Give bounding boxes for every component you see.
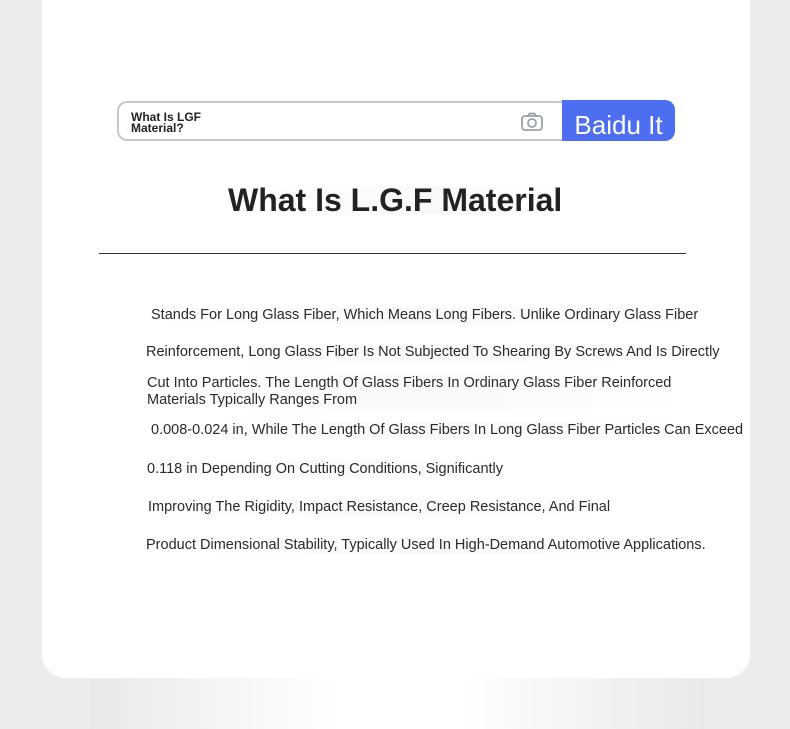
page-title: What Is L.G.F Material [228,186,568,215]
search-input[interactable] [117,101,565,141]
title-divider [99,253,686,254]
paragraph-line: Reinforcement, Long Glass Fiber Is Not Subjected To Shearing By Screws And Is Directly [146,344,720,360]
paragraph-line: 0.118 in Depending On Cutting Conditions, Significantly [147,461,504,477]
paragraph-line: 0.008-0.024 in, While The Length Of Glass Fibers In Long Glass Fiber Particles Can Exceed [151,422,744,438]
paragraph-line: Product Dimensional Stability, Typically Used In High-Demand Automotive Applications. [146,537,706,553]
paragraph-line: Improving The Rigidity, Impact Resistance, Creep Resistance, And Final [148,499,611,515]
search-button[interactable]: Baidu It [562,100,675,141]
bottom-background-fade [90,678,705,729]
camera-icon[interactable] [520,111,544,133]
content-card [42,0,750,678]
paragraph-line: Stands For Long Glass Fiber, Which Means Long Fibers. Unlike Ordinary Glass Fiber [151,307,699,323]
search-input-value: What Is LGF Material? [131,110,201,135]
paragraph-line: Cut Into Particles. The Length Of Glass Fibers In Ordinary Glass Fiber Reinforced Materials Typically Ranges From [147,375,692,409]
